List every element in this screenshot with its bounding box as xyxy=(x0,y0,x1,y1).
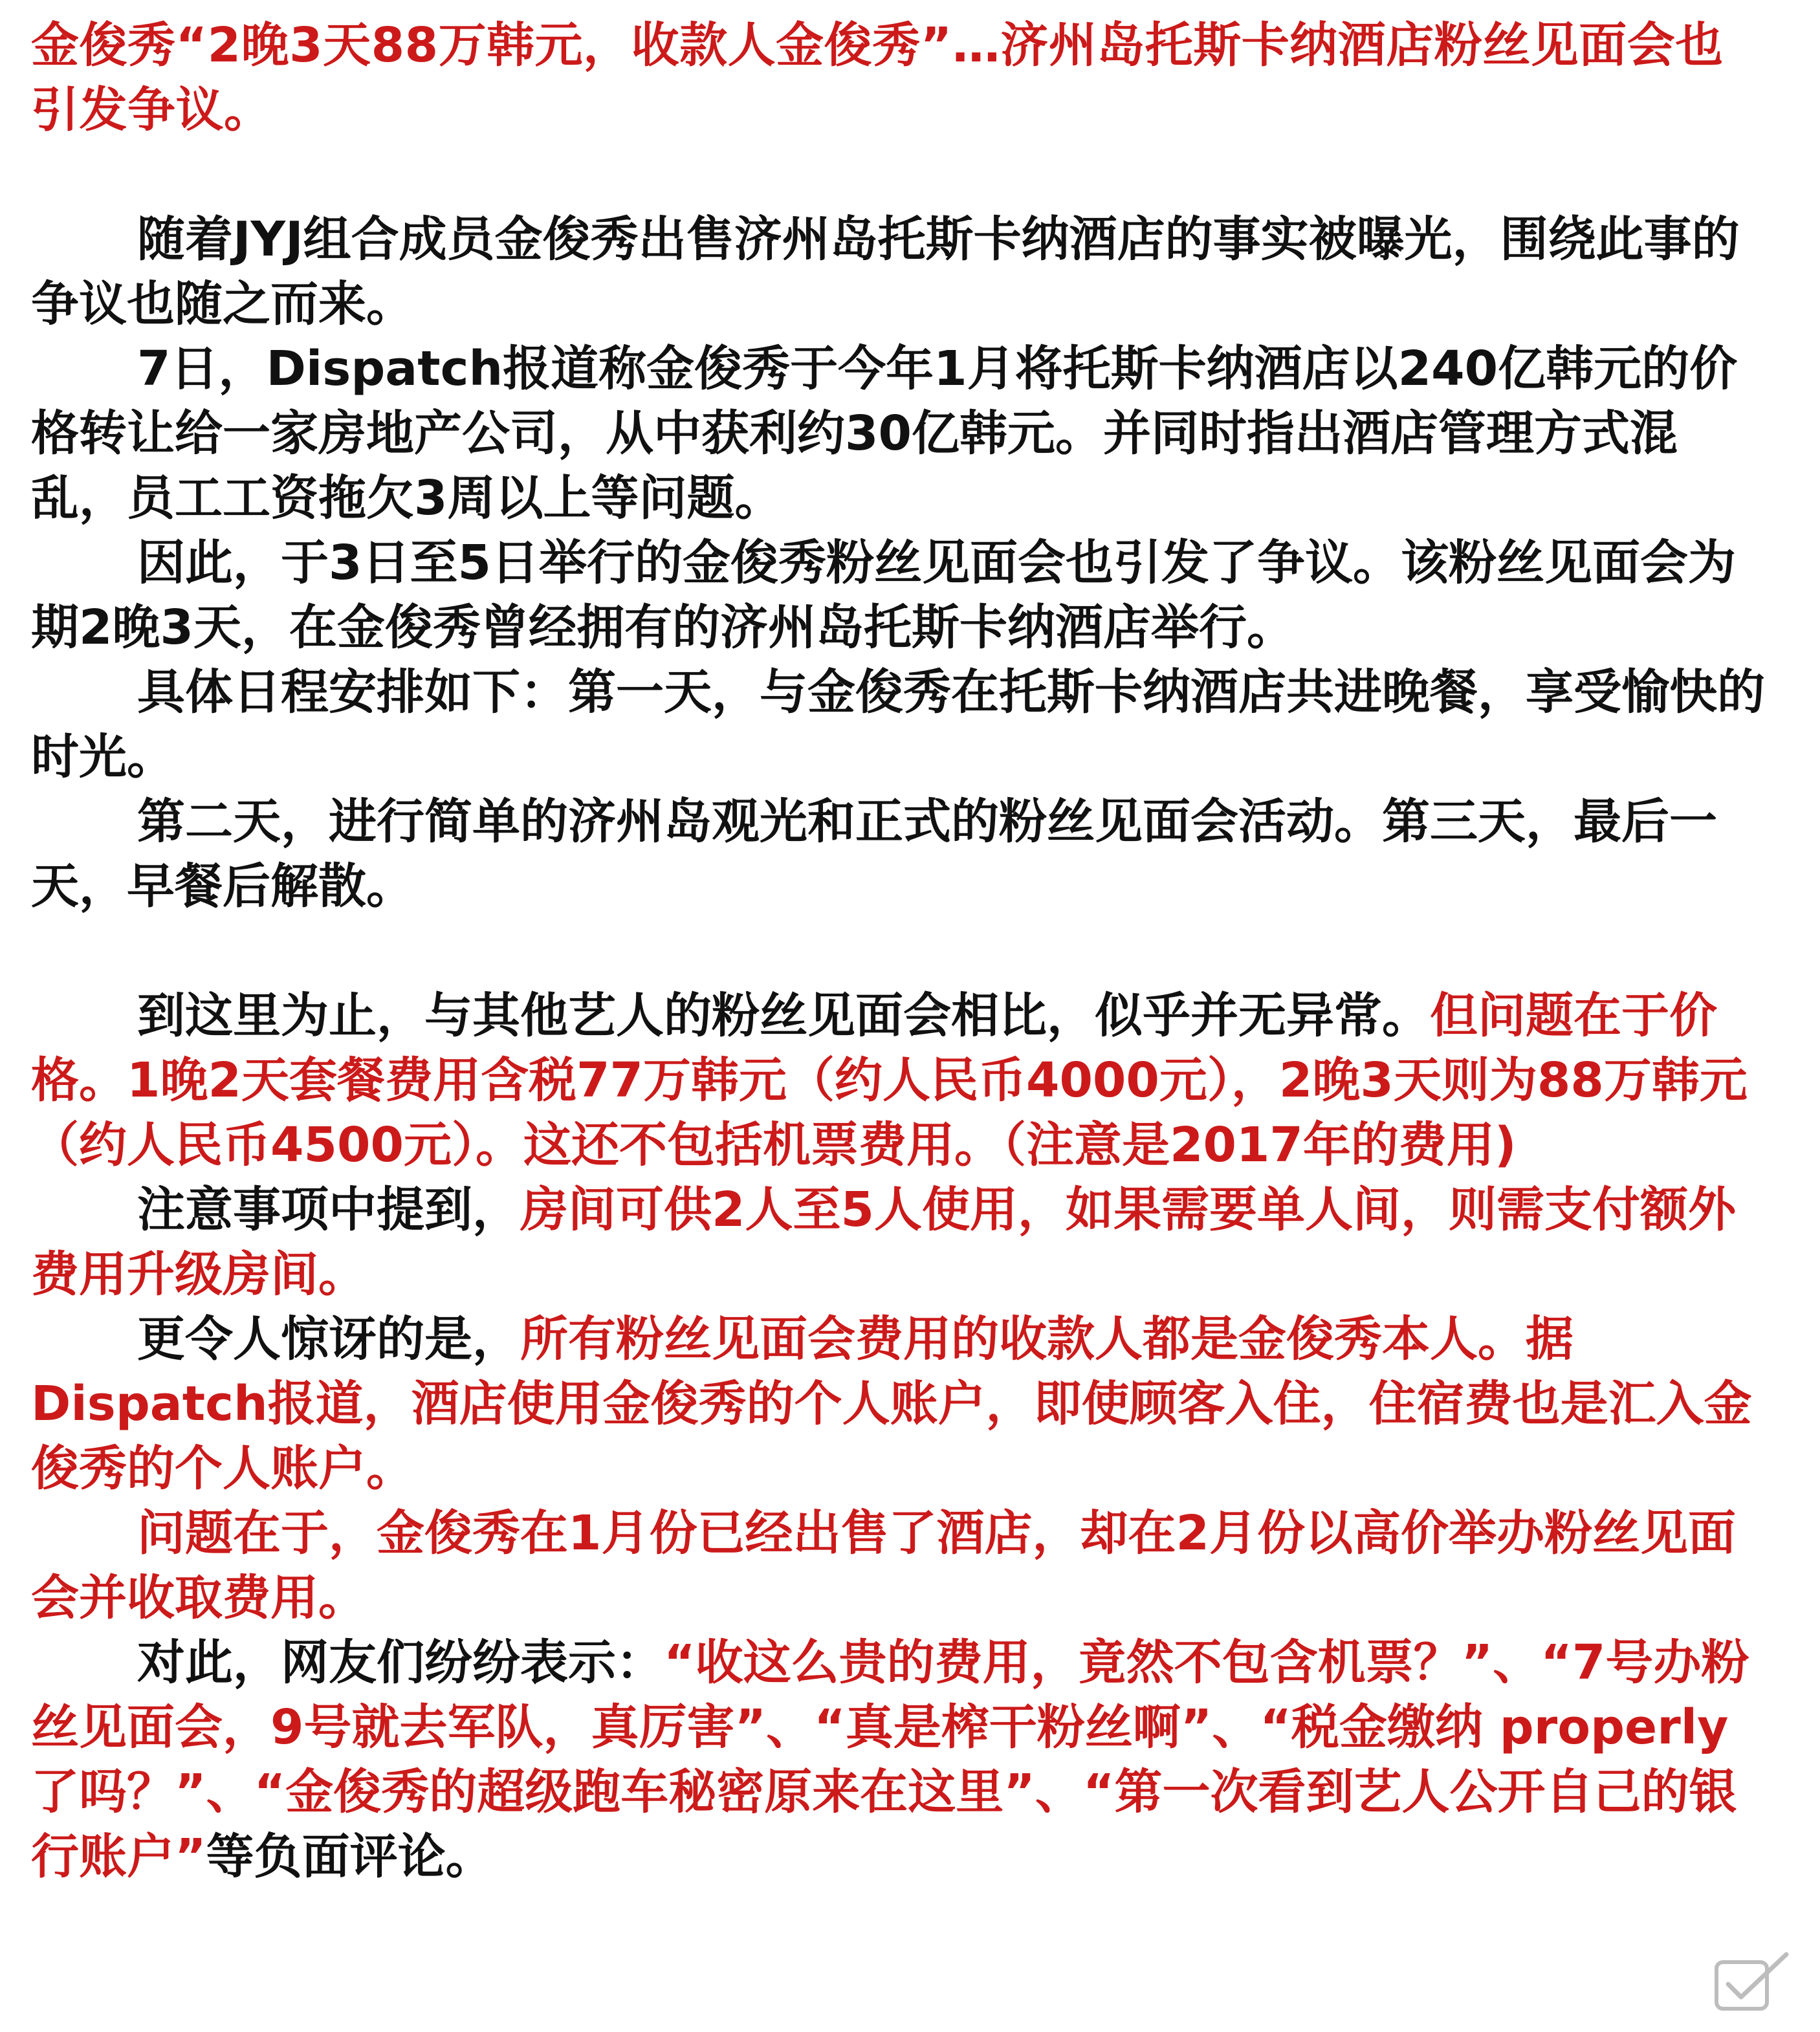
paragraph-8 xyxy=(31,1307,1765,1501)
paragraph-2: 7日，Dispatch报道称金俊秀于今年1月将托斯卡纳酒店以240亿韩元的价格转让给一家房地产公司，从中获利约30亿韩元。并同时指出酒店管理方式混乱，员工工资拖欠3周以上等问题。 xyxy=(31,341,1738,526)
paragraph-10-quotes: “收这么贵的费用，竟然不包含机票？”、“7号办粉丝见面会，9号就去军队，真厉害”、“真是榨干粉丝啊”、“税金缴纳 properly 了吗？”、“金俊秀的超级跑车秘密原来在这里”、“第一次看到艺人公开自己的银行账户” xyxy=(31,1635,1749,1885)
spacer xyxy=(31,142,1765,207)
paragraph-10-normal: 对此，网友们纷纷表示： xyxy=(137,1635,664,1690)
paragraph-9: 问题在于，金俊秀在1月份已经出售了酒店，却在2月份以高价举办粉丝见面会并收取费用。 xyxy=(31,1505,1736,1626)
paragraph-6 xyxy=(31,983,1765,1177)
paragraph-10 xyxy=(31,1630,1765,1889)
paragraph-7-highlight: 房间可供2人至5人使用，如果需要单人间，则需支付额外费用升级房间。 xyxy=(31,1182,1736,1302)
paragraph-7 xyxy=(31,1177,1765,1307)
paragraph-8-highlight: 所有粉丝见面会费用的收款人都是金俊秀本人。据Dispatch报道，酒店使用金俊秀的个人账户，即使顾客入住，住宿费也是汇入金俊秀的个人账户。 xyxy=(31,1311,1752,1496)
paragraph-3: 因此，于3日至5日举行的金俊秀粉丝见面会也引发了争议。该粉丝见面会为期2晚3天，在金俊秀曾经拥有的济州岛托斯卡纳酒店举行。 xyxy=(31,535,1736,655)
paragraph-7-normal: 注意事项中提到， xyxy=(137,1182,520,1238)
paragraph-4: 具体日程安排如下：第一天，与金俊秀在托斯卡纳酒店共进晚餐，享受愉快的时光。 xyxy=(31,664,1765,785)
spacer xyxy=(31,919,1765,983)
checkbox-watermark-icon xyxy=(1710,1948,1794,2019)
paragraph-6-normal: 到这里为止，与其他艺人的粉丝见面会相比，似乎并无异常。 xyxy=(137,988,1430,1043)
article-title: 金俊秀“2晚3天88万韩元，收款人金俊秀”…济州岛托斯卡纳酒店粉丝见面会也引发争议。 xyxy=(31,17,1724,138)
paragraph-8-normal: 更令人惊讶的是， xyxy=(137,1311,520,1367)
paragraph-1: 随着JYJ组合成员金俊秀出售济州岛托斯卡纳酒店的事实被曝光，围绕此事的争议也随之而来。 xyxy=(31,212,1740,332)
paragraph-10-ending: 等负面评论。 xyxy=(206,1829,494,1885)
paragraph-5: 第二天，进行简单的济州岛观光和正式的粉丝见面会活动。第三天，最后一天，早餐后解散。 xyxy=(31,794,1717,914)
paragraph-6-highlight: 但问题在于价格。1晚2天套餐费用含税77万韩元（约人民币4000元），2晚3天则为88万韩元（约人民币4500元）。这还不包括机票费用。（注意是2017年的费用) xyxy=(31,988,1748,1173)
article xyxy=(31,0,1765,1889)
